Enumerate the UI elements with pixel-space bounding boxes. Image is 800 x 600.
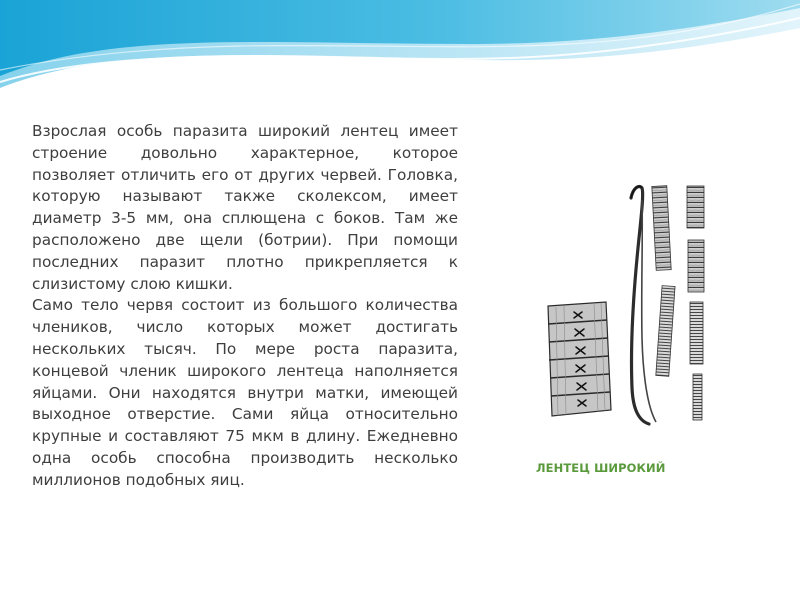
paragraph-2: Само тело червя состоит из большого количества члеников, число которых может достигать нескольких тысяч. По мере роста паразита, концевой членик широкого лентеца наполняется яйцами. Они находятся внутри матки, имеющей выходное отверстие. Сами яйца относительно крупные и составляют 75 мкм в длину. Ежедневно одна особь способна производить несколько миллионов подобных яиц. bbox=[32, 296, 458, 489]
proglottid-block bbox=[548, 302, 611, 416]
body-text bbox=[32, 121, 458, 492]
wave-header-decoration bbox=[0, 0, 800, 100]
tapeworm-illustration-icon bbox=[538, 178, 718, 434]
paragraph-1: Взрослая особь паразита широкий лентец имеет строение довольно характерное, которое позволяет отличить его от других червей. Головка, которую называют также сколексом, имеет диаметр 3-5 мм, она сплющена с боков. Там же расположено две щели (ботрии). При помощи последних паразит плотно прикрепляется к слизистому слою кишки. bbox=[32, 122, 458, 293]
figure-caption: ЛЕНТЕЦ ШИРОКИЙ bbox=[536, 461, 666, 475]
